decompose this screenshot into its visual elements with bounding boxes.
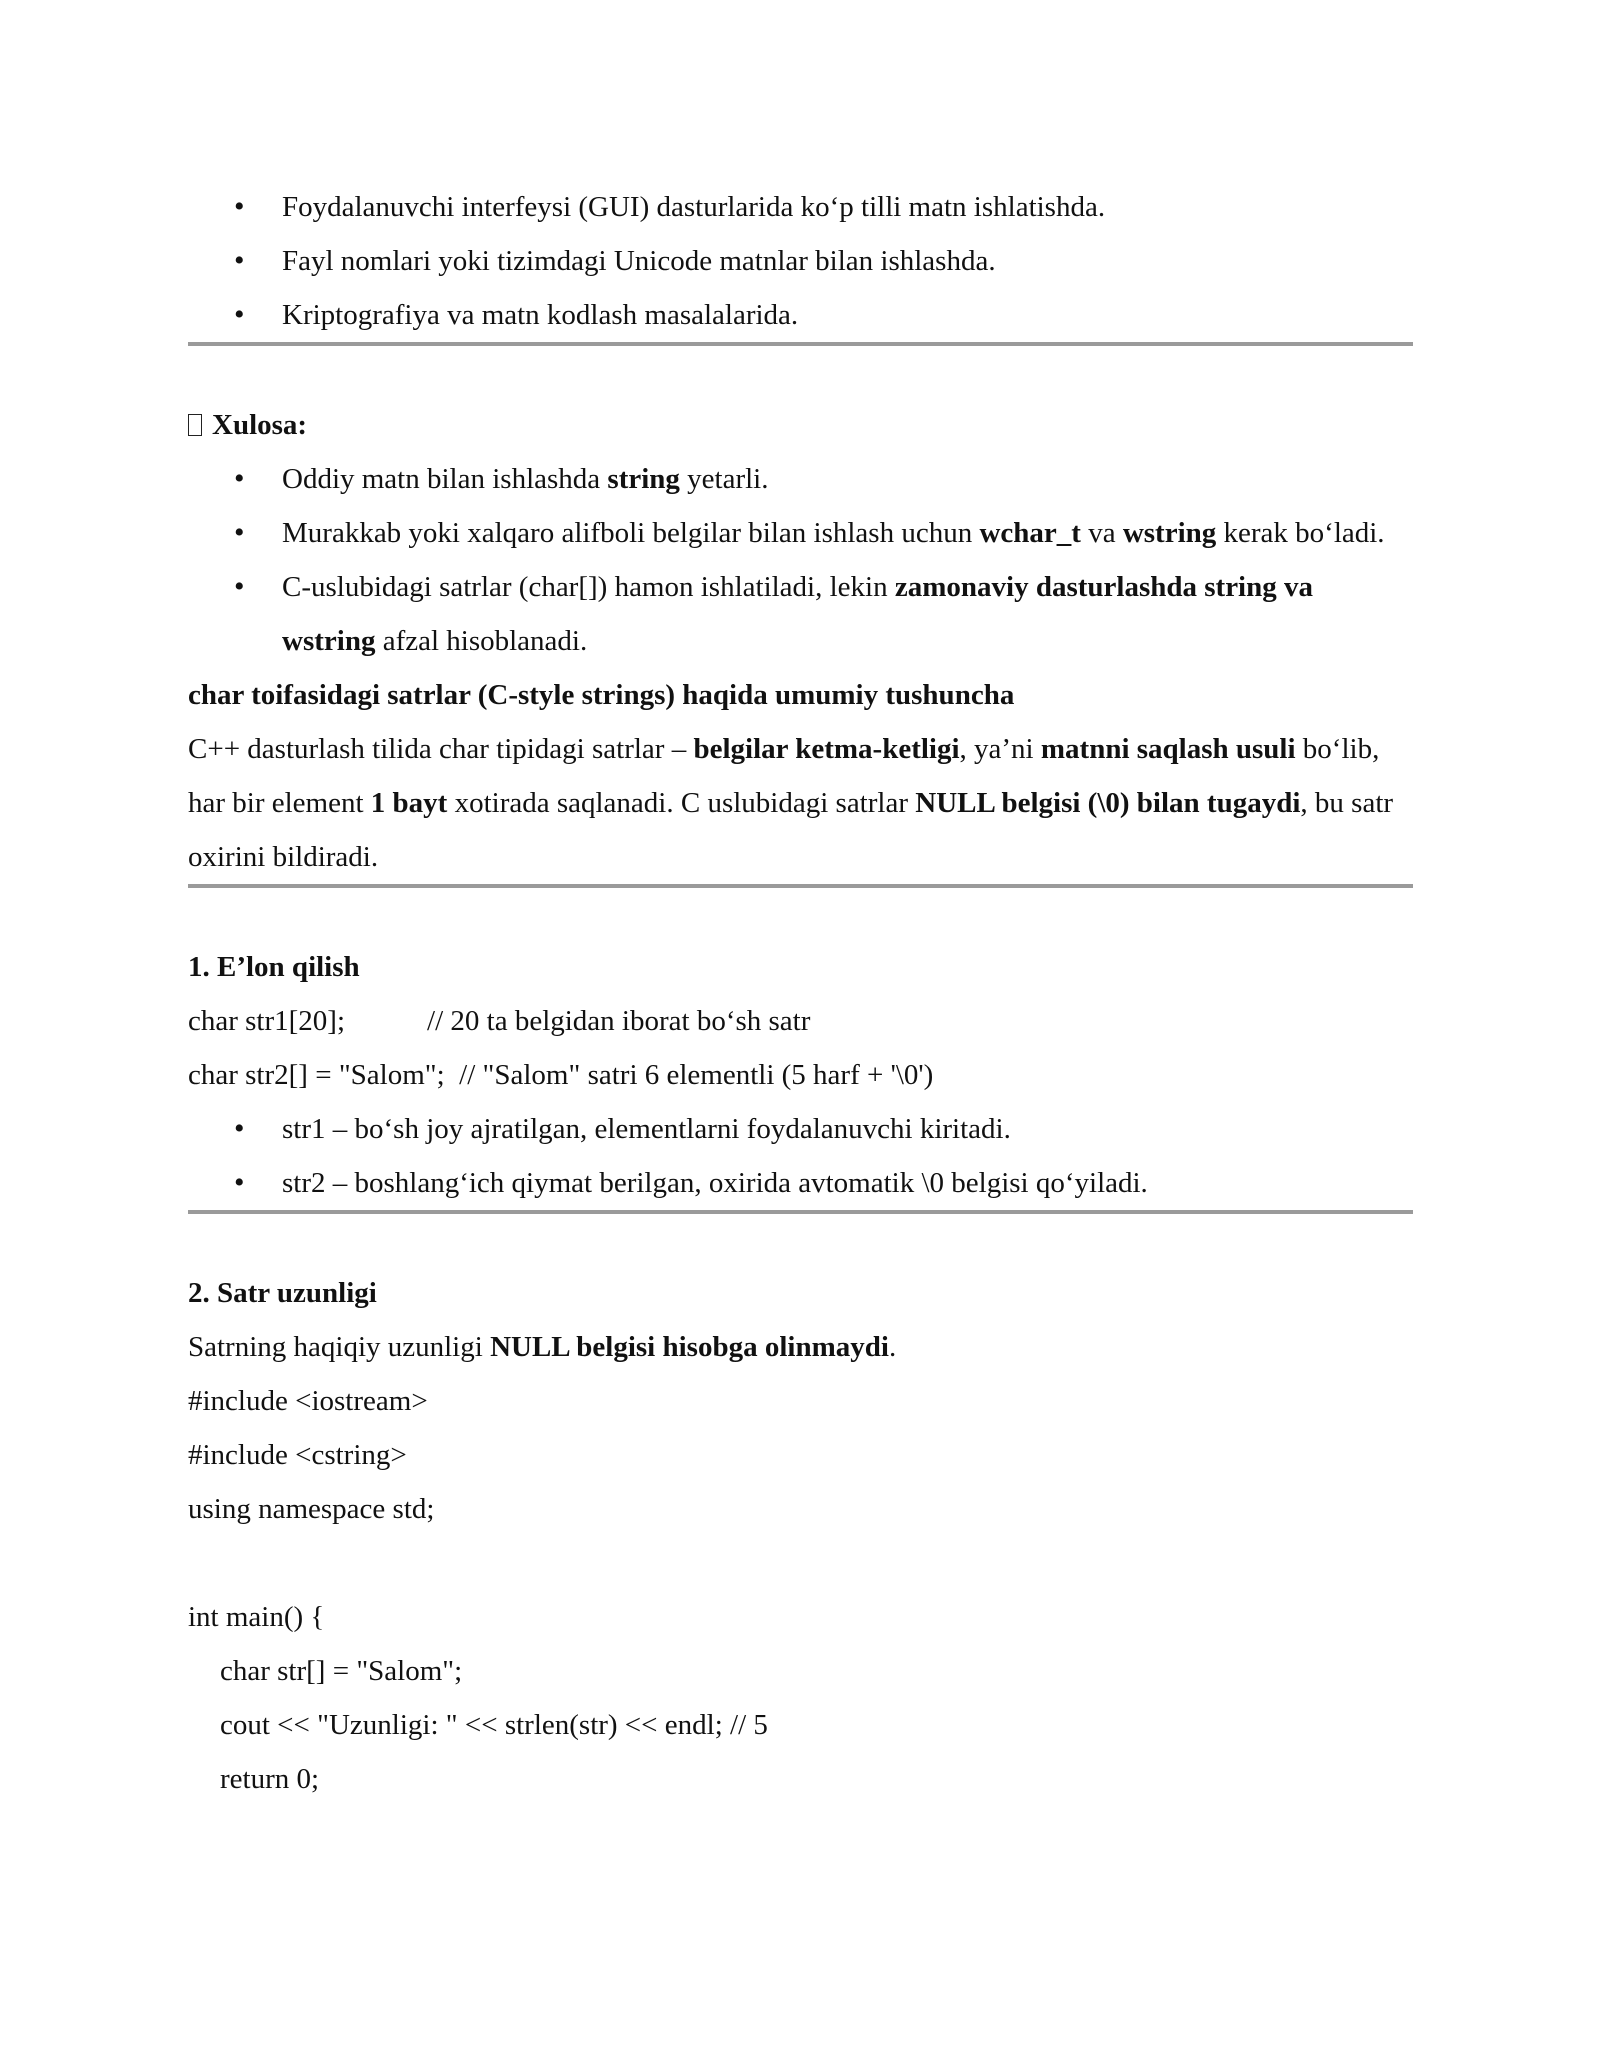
code-block xyxy=(188,1374,1413,1806)
list-item: • str1 – bo‘sh joy ajratilgan, elementlarni foydalanuvchi kiritadi. xyxy=(282,1102,1413,1156)
char-section-heading: char toifasidagi satrlar (C-style strings) haqida umumiy tushuncha xyxy=(188,679,1015,711)
list-item: • Kriptografiya va matn kodlash masalalarida. xyxy=(282,288,1413,342)
list-item: • str2 – boshlang‘ich qiymat berilgan, oxirida avtomatik \0 belgisi qo‘yiladi. xyxy=(282,1156,1413,1210)
code-line xyxy=(188,1536,1413,1590)
intro-bullet-list xyxy=(188,180,1413,342)
list-item: • Fayl nomlari yoki tizimdagi Unicode matnlar bilan ishlashda. xyxy=(282,234,1413,288)
conclusion-heading: Xulosa: xyxy=(188,398,1413,452)
list-item: • Foydalanuvchi interfeysi (GUI) dasturlarida ko‘p tilli matn ishlatishda. xyxy=(282,180,1413,234)
code-line: #include <iostream> xyxy=(188,1385,428,1417)
length-section-heading: 2. Satr uzunligi xyxy=(188,1277,377,1309)
list-item: • C-uslubidagi satrlar (char[]) hamon ishlatiladi, lekin zamonaviy dasturlashda string va wstring afzal hisoblanadi. xyxy=(282,560,1413,668)
document-page xyxy=(188,180,1413,1806)
length-section-paragraph: Satrning haqiqiy uzunligi NULL belgisi hisobga olinmaydi. xyxy=(188,1331,897,1363)
code-line: char str1[20]; // 20 ta belgidan iborat bo‘sh satr xyxy=(188,1005,811,1037)
declare-bullet-list xyxy=(188,1102,1413,1210)
code-line: return 0; xyxy=(220,1763,320,1795)
char-section-paragraph: C++ dasturlash tilida char tipidagi satrlar – belgilar ketma-ketligi, ya’ni matnni saqlash usuli bo‘lib, har bir element 1 bayt xotirada saqlanadi. C uslubidagi satrlar NULL belgisi (\0) bilan tugaydi, bu satr oxirini bildiradi. xyxy=(188,733,1394,873)
code-line: using namespace std; xyxy=(188,1493,435,1525)
list-item: • Murakkab yoki xalqaro alifboli belgilar bilan ishlash uchun wchar_t va wstring kerak bo‘ladi. xyxy=(282,506,1413,560)
list-item: • Oddiy matn bilan ishlashda string yetarli. xyxy=(282,452,1413,506)
code-line: #include <cstring> xyxy=(188,1439,407,1471)
declare-section-heading: 1. E’lon qilish xyxy=(188,951,360,983)
code-line: cout << "Uzunligi: " << strlen(str) << endl; // 5 xyxy=(220,1709,768,1741)
code-line: char str2[] = "Salom"; // "Salom" satri 6 elementli (5 harf + '\0') xyxy=(188,1059,934,1091)
code-line: char str[] = "Salom"; xyxy=(220,1655,463,1687)
conclusion-bullet-list xyxy=(188,452,1413,668)
code-line: int main() { xyxy=(188,1601,325,1633)
missing-glyph-icon xyxy=(188,414,202,436)
